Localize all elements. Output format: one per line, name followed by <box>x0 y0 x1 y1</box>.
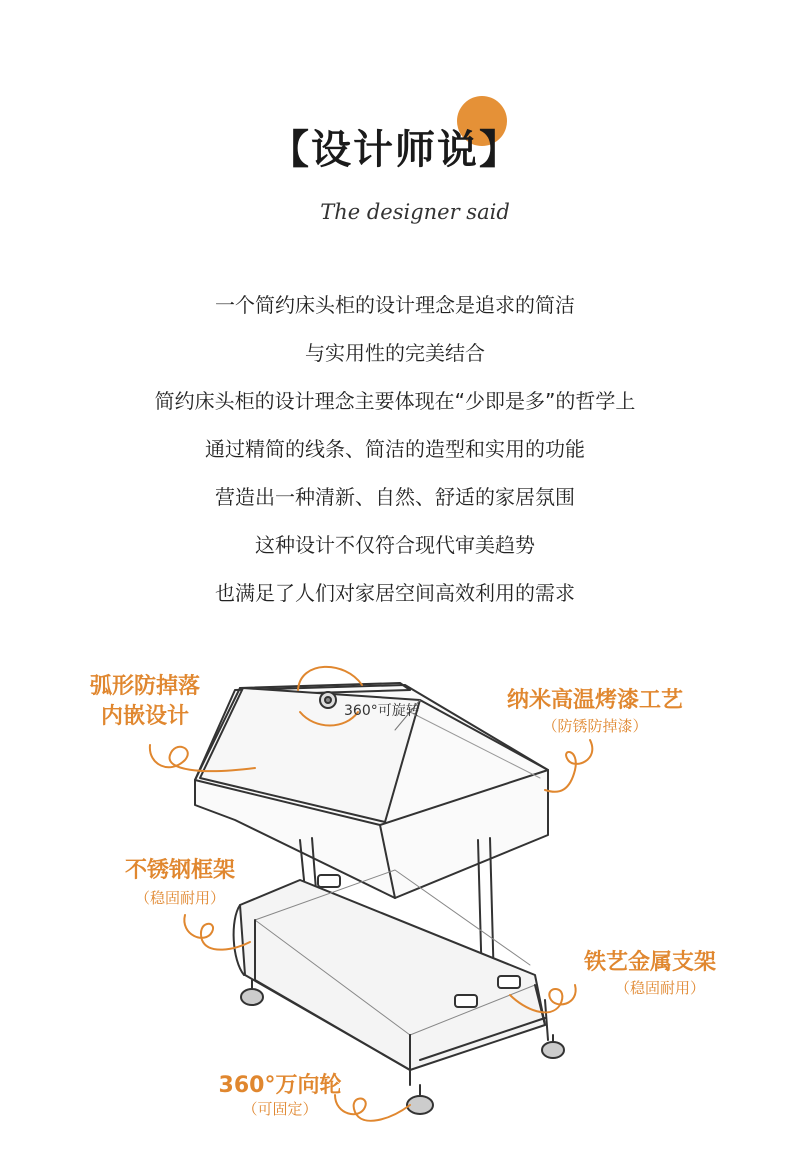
page-title: 【设计师说】 <box>269 127 521 173</box>
description-line: 这种设计不仅符合现代审美趋势 <box>255 533 535 557</box>
feature-arc-line2: 内嵌设计 <box>100 704 189 729</box>
feature-paint-title: 纳米高温烤漆工艺 <box>506 688 683 713</box>
description-line: 营造出一种清新、自然、舒适的家居氛围 <box>215 485 575 509</box>
feature-paint-note: （防锈防掉漆） <box>542 717 648 735</box>
feature-iron-title: 铁艺金属支架 <box>583 950 716 975</box>
feature-arc-line1: 弧形防掉落 <box>89 674 200 699</box>
description-line: 通过精简的线条、简洁的造型和实用的功能 <box>205 437 585 461</box>
feature-arc-label <box>70 672 220 732</box>
feature-wheel-note: （可固定） <box>242 1100 318 1118</box>
description-line: 也满足了人们对家居空间高效利用的需求 <box>215 581 575 605</box>
description-line: 简约床头柜的设计理念主要体现在“少即是多”的哲学上 <box>154 389 636 413</box>
feature-frame-note: （稳固耐用） <box>134 889 225 907</box>
feature-wheel-title: 360°万向轮 <box>218 1073 342 1098</box>
feature-frame-title: 不锈钢框架 <box>124 858 235 883</box>
description-line: 一个简约床头柜的设计理念是追求的简洁 <box>215 293 575 317</box>
page-subtitle: The designer said <box>320 200 510 224</box>
feature-rotate-label: 360°可旋转 <box>344 703 420 719</box>
description-line: 与实用性的完美结合 <box>305 341 485 365</box>
design-description <box>0 281 790 617</box>
feature-iron-note: （稳固耐用） <box>614 979 705 997</box>
